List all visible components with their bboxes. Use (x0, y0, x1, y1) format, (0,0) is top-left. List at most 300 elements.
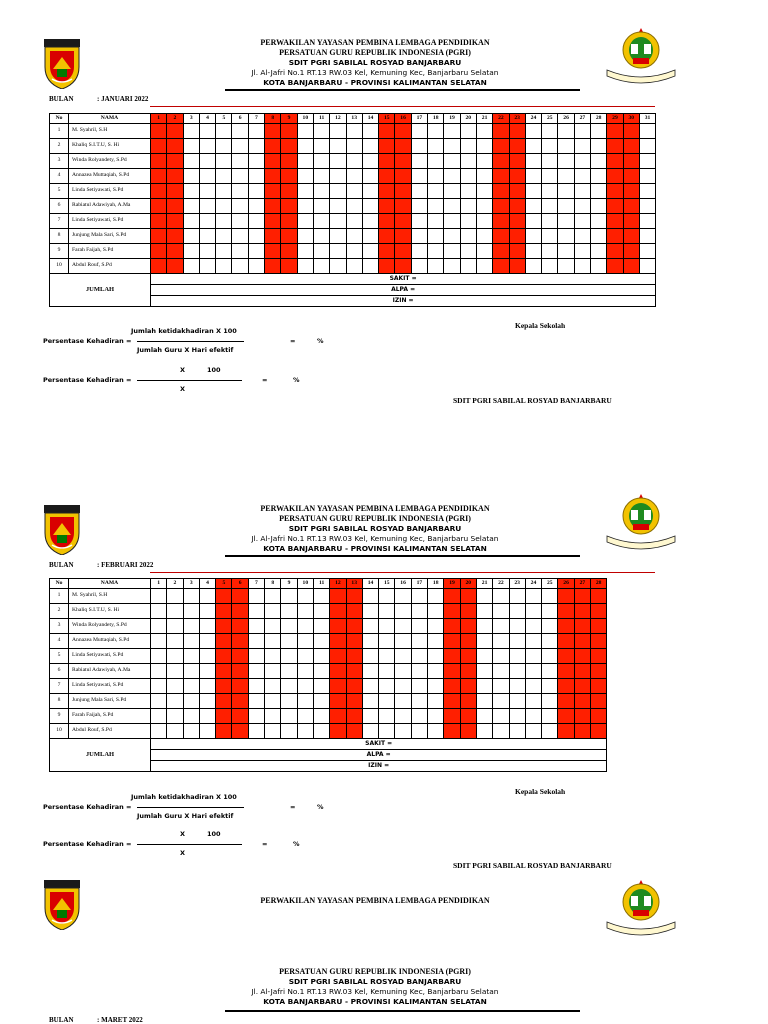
fraction-line (137, 341, 244, 342)
attendance-cell (476, 724, 492, 739)
attendance-cell (509, 199, 525, 214)
attendance-cell (574, 619, 590, 634)
attendance-cell (525, 184, 541, 199)
attendance-cell (460, 694, 476, 709)
bulan-label: BULAN (49, 95, 74, 103)
attendance-cell (232, 589, 248, 604)
attendance-cell (395, 679, 411, 694)
table-row (50, 199, 656, 214)
attendance-cell (248, 619, 264, 634)
attendance-cell (330, 259, 346, 274)
attendance-cell (167, 694, 183, 709)
attendance-cell (525, 634, 541, 649)
attendance-cell (151, 604, 167, 619)
attendance-cell (509, 649, 525, 664)
row-number: 2 (50, 139, 69, 154)
attendance-cell (623, 214, 639, 229)
attendance-cell (591, 589, 607, 604)
attendance-cell (411, 679, 427, 694)
attendance-cell (151, 184, 167, 199)
attendance-cell (476, 634, 492, 649)
attendance-cell (639, 139, 655, 154)
attendance-cell (460, 649, 476, 664)
attendance-cell (574, 709, 590, 724)
attendance-cell (379, 604, 395, 619)
attendance-cell (639, 244, 655, 259)
letterhead-line5: KOTA BANJARBARU - PROVINSI KALIMANTAN SELATAN (263, 997, 487, 1006)
day-header: 23 (509, 579, 525, 589)
attendance-cell (623, 184, 639, 199)
attendance-cell (167, 724, 183, 739)
attendance-cell (248, 184, 264, 199)
attendance-cell (591, 634, 607, 649)
attendance-cell (623, 139, 639, 154)
attendance-cell (525, 709, 541, 724)
attendance-cell (395, 214, 411, 229)
table-row (50, 589, 607, 604)
attendance-cell (313, 694, 329, 709)
attendance-cell (411, 169, 427, 184)
col-name-header: NAMA (69, 114, 151, 124)
letterhead-line5: KOTA BANJARBARU - PROVINSI KALIMANTAN SELATAN (263, 78, 487, 87)
table-row (50, 649, 607, 664)
attendance-cell (346, 634, 362, 649)
attendance-cell (297, 184, 313, 199)
attendance-cell (297, 619, 313, 634)
attendance-cell (248, 259, 264, 274)
attendance-cell (395, 169, 411, 184)
attendance-cell (379, 724, 395, 739)
attendance-cell (297, 694, 313, 709)
attendance-cell (151, 634, 167, 649)
row-number: 1 (50, 589, 69, 604)
table-row (50, 139, 656, 154)
attendance-cell (248, 724, 264, 739)
attendance-cell (346, 589, 362, 604)
attendance-cell (346, 184, 362, 199)
formula-label-2: Persentase Kehadiran = (43, 376, 132, 384)
row-number: 5 (50, 184, 69, 199)
attendance-cell (525, 229, 541, 244)
attendance-cell (542, 589, 558, 604)
attendance-cell (313, 259, 329, 274)
attendance-cell (591, 124, 607, 139)
row-number: 2 (50, 604, 69, 619)
attendance-cell (558, 169, 574, 184)
table-row (50, 229, 656, 244)
attendance-table-february (49, 578, 607, 772)
teacher-name: Junjung Mala Sari, S.Pd (69, 229, 151, 244)
attendance-cell (542, 679, 558, 694)
attendance-cell (379, 694, 395, 709)
attendance-cell (232, 604, 248, 619)
attendance-cell (265, 199, 281, 214)
attendance-cell (199, 199, 215, 214)
attendance-cell (574, 634, 590, 649)
attendance-cell (362, 184, 378, 199)
attendance-cell (330, 199, 346, 214)
jumlah-label: JUMLAH (50, 739, 151, 772)
attendance-cell (167, 199, 183, 214)
attendance-cell (509, 184, 525, 199)
attendance-cell (525, 139, 541, 154)
attendance-cell (476, 709, 492, 724)
col-no-header: No (50, 114, 69, 124)
attendance-cell (313, 679, 329, 694)
attendance-cell (444, 724, 460, 739)
attendance-cell (167, 679, 183, 694)
formula-x-denominator: X (180, 385, 186, 393)
attendance-cell (493, 214, 509, 229)
attendance-cell (232, 199, 248, 214)
day-header: 8 (265, 114, 281, 124)
top-red-line (150, 106, 655, 107)
attendance-cell (607, 169, 623, 184)
letterhead-line4: Jl. Al-Jafri No.1 RT.13 RW.03 Kel, Kemuning Kec, Banjarbaru Selatan (251, 534, 499, 543)
attendance-cell (232, 724, 248, 739)
attendance-cell (199, 214, 215, 229)
attendance-cell (313, 124, 329, 139)
month-row (49, 561, 154, 569)
attendance-cell (493, 619, 509, 634)
attendance-cell (199, 649, 215, 664)
attendance-cell (379, 169, 395, 184)
attendance-cell (330, 724, 346, 739)
day-header: 14 (362, 579, 378, 589)
attendance-cell (444, 139, 460, 154)
attendance-cell (639, 124, 655, 139)
attendance-cell (297, 634, 313, 649)
attendance-cell (281, 184, 297, 199)
attendance-cell (281, 139, 297, 154)
attendance-cell (346, 724, 362, 739)
attendance-cell (248, 604, 264, 619)
attendance-cell (525, 154, 541, 169)
attendance-cell (330, 634, 346, 649)
attendance-cell (248, 244, 264, 259)
attendance-cell (411, 589, 427, 604)
attendance-cell (216, 229, 232, 244)
day-header: 2 (167, 114, 183, 124)
day-header: 18 (428, 114, 444, 124)
attendance-cell (265, 634, 281, 649)
month-row (49, 95, 149, 103)
attendance-cell (574, 589, 590, 604)
attendance-cell (151, 619, 167, 634)
attendance-cell (558, 214, 574, 229)
attendance-cell (151, 679, 167, 694)
attendance-cell (151, 139, 167, 154)
attendance-cell (183, 589, 199, 604)
banjarbaru-crest-icon (44, 505, 80, 555)
attendance-cell (525, 259, 541, 274)
attendance-cell (542, 199, 558, 214)
attendance-cell (591, 649, 607, 664)
day-header: 3 (183, 114, 199, 124)
attendance-cell (591, 169, 607, 184)
attendance-cell (476, 604, 492, 619)
row-number: 6 (50, 199, 69, 214)
attendance-cell (460, 604, 476, 619)
attendance-cell (542, 244, 558, 259)
attendance-cell (265, 154, 281, 169)
attendance-cell (493, 259, 509, 274)
attendance-cell (623, 199, 639, 214)
attendance-cell (428, 154, 444, 169)
attendance-cell (151, 694, 167, 709)
attendance-cell (297, 124, 313, 139)
attendance-cell (199, 664, 215, 679)
attendance-cell (379, 184, 395, 199)
attendance-cell (428, 229, 444, 244)
attendance-cell (411, 634, 427, 649)
formula-percent-2: % (293, 376, 300, 384)
attendance-cell (444, 199, 460, 214)
attendance-cell (281, 214, 297, 229)
attendance-cell (297, 169, 313, 184)
formula-100: 100 (207, 830, 221, 838)
school-signature: SDIT PGRI SABILAL ROSYAD BANJARBARU (453, 861, 612, 870)
day-header: 19 (444, 114, 460, 124)
table-row (50, 709, 607, 724)
attendance-cell (411, 619, 427, 634)
table-row (50, 634, 607, 649)
letterhead-line4: Jl. Al-Jafri No.1 RT.13 RW.03 Kel, Kemuning Kec, Banjarbaru Selatan (251, 987, 499, 996)
attendance-cell (428, 199, 444, 214)
attendance-cell (265, 649, 281, 664)
attendance-cell (607, 244, 623, 259)
day-header: 5 (216, 114, 232, 124)
teacher-name: Rabiatul Adawiyah, A.Ma (69, 664, 151, 679)
formula-percent-2: % (293, 840, 300, 848)
attendance-cell (591, 244, 607, 259)
attendance-cell (265, 709, 281, 724)
attendance-cell (542, 709, 558, 724)
attendance-cell (460, 244, 476, 259)
attendance-cell (558, 604, 574, 619)
attendance-cell (623, 244, 639, 259)
day-header: 10 (297, 579, 313, 589)
attendance-cell (199, 679, 215, 694)
attendance-cell (265, 244, 281, 259)
attendance-cell (428, 634, 444, 649)
teacher-name: Linda Setiyawati, S.Pd (69, 649, 151, 664)
attendance-cell (558, 199, 574, 214)
month-label: : MARET 2022 (97, 1016, 143, 1024)
attendance-cell (281, 154, 297, 169)
attendance-cell (493, 229, 509, 244)
attendance-cell (151, 589, 167, 604)
attendance-cell (411, 259, 427, 274)
attendance-cell (313, 169, 329, 184)
attendance-cell (476, 259, 492, 274)
summary-row-sakit (50, 274, 656, 285)
attendance-cell (509, 259, 525, 274)
teacher-name: Winda Rolyandety, S.Pd (69, 154, 151, 169)
attendance-cell (493, 709, 509, 724)
attendance-cell (623, 259, 639, 274)
jumlah-label: JUMLAH (50, 274, 151, 307)
formula-equals: = (290, 803, 296, 811)
day-header: 13 (346, 114, 362, 124)
attendance-cell (395, 694, 411, 709)
row-number: 6 (50, 664, 69, 679)
banjarbaru-crest-icon (44, 880, 80, 930)
attendance-cell (281, 199, 297, 214)
attendance-cell (297, 604, 313, 619)
day-header: 5 (216, 579, 232, 589)
fraction-line (137, 807, 244, 808)
attendance-cell (216, 244, 232, 259)
attendance-cell (330, 619, 346, 634)
formula-equals-2: = (262, 376, 268, 384)
attendance-cell (248, 664, 264, 679)
attendance-cell (281, 664, 297, 679)
attendance-cell (639, 169, 655, 184)
attendance-cell (428, 184, 444, 199)
attendance-cell (297, 649, 313, 664)
attendance-cell (362, 709, 378, 724)
attendance-cell (232, 259, 248, 274)
attendance-cell (362, 229, 378, 244)
attendance-cell (167, 634, 183, 649)
letterhead-bottom (150, 967, 600, 1007)
row-number: 9 (50, 244, 69, 259)
day-header: 15 (379, 579, 395, 589)
attendance-cell (313, 724, 329, 739)
attendance-cell (248, 679, 264, 694)
attendance-cell (476, 154, 492, 169)
attendance-cell (362, 154, 378, 169)
attendance-cell (248, 649, 264, 664)
attendance-cell (525, 199, 541, 214)
attendance-cell (297, 679, 313, 694)
attendance-cell (265, 664, 281, 679)
attendance-cell (444, 694, 460, 709)
attendance-cell (232, 124, 248, 139)
letterhead-line2: PERSATUAN GURU REPUBLIK INDONESIA (PGRI) (279, 48, 471, 57)
attendance-cell (525, 664, 541, 679)
attendance-cell (493, 184, 509, 199)
attendance-cell (281, 589, 297, 604)
attendance-cell (460, 124, 476, 139)
attendance-cell (639, 154, 655, 169)
attendance-cell (346, 169, 362, 184)
attendance-cell (232, 139, 248, 154)
attendance-cell (395, 619, 411, 634)
attendance-cell (591, 619, 607, 634)
pgri-emblem-icon (605, 878, 677, 938)
attendance-cell (248, 709, 264, 724)
attendance-cell (476, 589, 492, 604)
attendance-cell (216, 619, 232, 634)
attendance-cell (558, 229, 574, 244)
attendance-cell (542, 139, 558, 154)
attendance-cell (216, 124, 232, 139)
attendance-cell (167, 244, 183, 259)
attendance-cell (265, 169, 281, 184)
attendance-cell (428, 679, 444, 694)
attendance-cell (591, 694, 607, 709)
attendance-cell (346, 214, 362, 229)
attendance-cell (281, 634, 297, 649)
attendance-cell (395, 634, 411, 649)
attendance-cell (330, 139, 346, 154)
attendance-cell (558, 649, 574, 664)
attendance-cell (281, 649, 297, 664)
day-header: 18 (428, 579, 444, 589)
bulan-label: BULAN (49, 1016, 74, 1024)
attendance-cell (313, 634, 329, 649)
attendance-cell (346, 199, 362, 214)
attendance-cell (460, 634, 476, 649)
attendance-cell (525, 169, 541, 184)
attendance-cell (346, 139, 362, 154)
attendance-cell (265, 184, 281, 199)
attendance-cell (313, 214, 329, 229)
attendance-cell (297, 589, 313, 604)
attendance-cell (542, 694, 558, 709)
attendance-cell (574, 229, 590, 244)
attendance-cell (444, 124, 460, 139)
attendance-cell (362, 694, 378, 709)
teacher-name: Annazea Muttaqiah, S.Pd (69, 634, 151, 649)
letterhead-line4: Jl. Al-Jafri No.1 RT.13 RW.03 Kel, Kemuning Kec, Banjarbaru Selatan (251, 68, 499, 77)
day-header: 25 (542, 579, 558, 589)
formula-equals-2: = (262, 840, 268, 848)
attendance-cell (216, 169, 232, 184)
letterhead-line1: PERWAKILAN YAYASAN PEMBINA LEMBAGA PENDIDIKAN (260, 504, 490, 513)
attendance-cell (574, 139, 590, 154)
attendance-cell (362, 169, 378, 184)
row-number: 5 (50, 649, 69, 664)
fraction-line-2 (137, 844, 242, 845)
attendance-cell (444, 709, 460, 724)
attendance-cell (379, 589, 395, 604)
attendance-cell (558, 694, 574, 709)
header-row (50, 579, 607, 589)
attendance-cell (623, 169, 639, 184)
attendance-cell (591, 184, 607, 199)
attendance-cell (460, 154, 476, 169)
attendance-cell (525, 124, 541, 139)
attendance-cell (558, 244, 574, 259)
attendance-cell (281, 124, 297, 139)
attendance-cell (428, 709, 444, 724)
attendance-cell (232, 679, 248, 694)
attendance-cell (232, 694, 248, 709)
day-header: 17 (411, 579, 427, 589)
attendance-cell (493, 649, 509, 664)
sakit-total: SAKIT = (151, 274, 656, 285)
attendance-cell (395, 649, 411, 664)
attendance-cell (509, 124, 525, 139)
attendance-cell (476, 679, 492, 694)
attendance-cell (639, 214, 655, 229)
attendance-cell (542, 634, 558, 649)
attendance-cell (151, 244, 167, 259)
month-row (49, 1016, 143, 1024)
col-no-header: No (50, 579, 69, 589)
day-header: 17 (411, 114, 427, 124)
formula-equals: = (290, 337, 296, 345)
attendance-cell (493, 634, 509, 649)
table-row (50, 664, 607, 679)
attendance-cell (362, 214, 378, 229)
attendance-cell (607, 199, 623, 214)
attendance-cell (607, 214, 623, 229)
attendance-cell (362, 244, 378, 259)
